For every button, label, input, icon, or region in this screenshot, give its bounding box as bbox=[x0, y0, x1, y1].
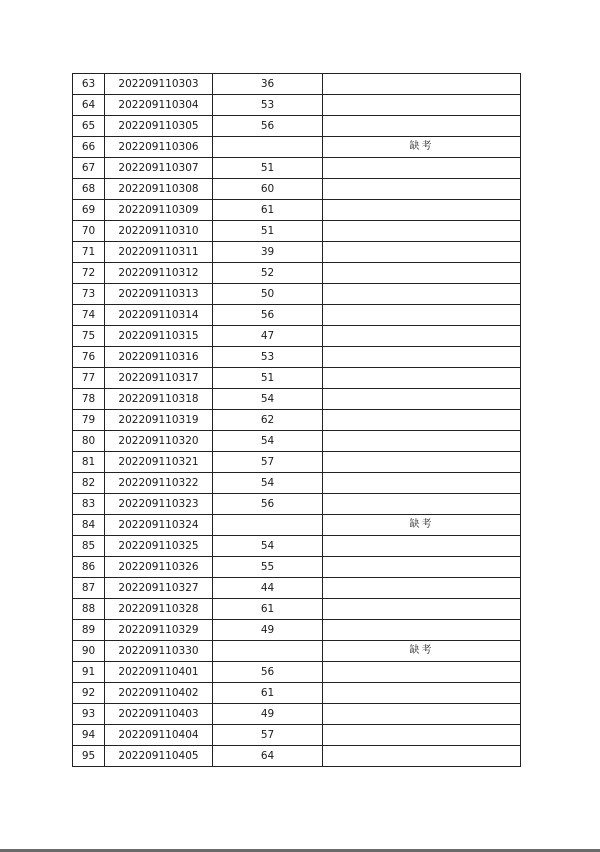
score-cell: 62 bbox=[213, 410, 323, 431]
remark-cell bbox=[323, 578, 521, 599]
remark-cell bbox=[323, 557, 521, 578]
row-number-cell: 68 bbox=[73, 179, 105, 200]
candidate-id-cell: 202209110307 bbox=[105, 158, 213, 179]
candidate-id-cell: 202209110328 bbox=[105, 599, 213, 620]
candidate-id-cell: 202209110404 bbox=[105, 725, 213, 746]
score-cell: 64 bbox=[213, 746, 323, 767]
row-number-cell: 83 bbox=[73, 494, 105, 515]
candidate-id-cell: 202209110324 bbox=[105, 515, 213, 536]
score-cell: 55 bbox=[213, 557, 323, 578]
remark-cell bbox=[323, 725, 521, 746]
remark-cell bbox=[323, 662, 521, 683]
candidate-id-cell: 202209110326 bbox=[105, 557, 213, 578]
table-row bbox=[73, 578, 521, 599]
candidate-id-cell: 202209110318 bbox=[105, 389, 213, 410]
candidate-id-cell: 202209110319 bbox=[105, 410, 213, 431]
row-number-cell: 65 bbox=[73, 116, 105, 137]
row-number-cell: 79 bbox=[73, 410, 105, 431]
candidate-id-cell: 202209110316 bbox=[105, 347, 213, 368]
row-number-cell: 70 bbox=[73, 221, 105, 242]
candidate-id-cell: 202209110305 bbox=[105, 116, 213, 137]
candidate-id-cell: 202209110308 bbox=[105, 179, 213, 200]
table-row bbox=[73, 305, 521, 326]
row-number-cell: 89 bbox=[73, 620, 105, 641]
remark-cell bbox=[323, 599, 521, 620]
remark-cell bbox=[323, 305, 521, 326]
score-cell: 61 bbox=[213, 599, 323, 620]
row-number-cell: 69 bbox=[73, 200, 105, 221]
row-number-cell: 82 bbox=[73, 473, 105, 494]
score-cell: 51 bbox=[213, 221, 323, 242]
score-cell: 54 bbox=[213, 389, 323, 410]
candidate-id-cell: 202209110312 bbox=[105, 263, 213, 284]
remark-cell bbox=[323, 95, 521, 116]
candidate-id-cell: 202209110313 bbox=[105, 284, 213, 305]
candidate-id-cell: 202209110320 bbox=[105, 431, 213, 452]
remark-cell bbox=[323, 347, 521, 368]
row-number-cell: 75 bbox=[73, 326, 105, 347]
score-cell: 51 bbox=[213, 368, 323, 389]
score-cell: 61 bbox=[213, 200, 323, 221]
remark-cell bbox=[323, 746, 521, 767]
remark-cell bbox=[323, 74, 521, 95]
table-row bbox=[73, 179, 521, 200]
score-cell: 52 bbox=[213, 263, 323, 284]
table-row bbox=[73, 683, 521, 704]
row-number-cell: 73 bbox=[73, 284, 105, 305]
table-row bbox=[73, 494, 521, 515]
score-cell: 44 bbox=[213, 578, 323, 599]
remark-cell bbox=[323, 683, 521, 704]
remark-cell bbox=[323, 431, 521, 452]
row-number-cell: 94 bbox=[73, 725, 105, 746]
remark-cell bbox=[323, 284, 521, 305]
remark-cell bbox=[323, 242, 521, 263]
score-table bbox=[72, 73, 521, 767]
table-row bbox=[73, 515, 521, 536]
table-row bbox=[73, 725, 521, 746]
score-cell: 54 bbox=[213, 431, 323, 452]
row-number-cell: 67 bbox=[73, 158, 105, 179]
table-row bbox=[73, 620, 521, 641]
row-number-cell: 95 bbox=[73, 746, 105, 767]
candidate-id-cell: 202209110323 bbox=[105, 494, 213, 515]
row-number-cell: 72 bbox=[73, 263, 105, 284]
candidate-id-cell: 202209110303 bbox=[105, 74, 213, 95]
row-number-cell: 80 bbox=[73, 431, 105, 452]
remark-cell bbox=[323, 410, 521, 431]
row-number-cell: 64 bbox=[73, 95, 105, 116]
score-cell: 56 bbox=[213, 494, 323, 515]
candidate-id-cell: 202209110329 bbox=[105, 620, 213, 641]
score-cell: 56 bbox=[213, 662, 323, 683]
score-cell bbox=[213, 641, 323, 662]
table-row bbox=[73, 158, 521, 179]
score-cell: 49 bbox=[213, 620, 323, 641]
candidate-id-cell: 202209110310 bbox=[105, 221, 213, 242]
table-row bbox=[73, 368, 521, 389]
remark-cell bbox=[323, 263, 521, 284]
table-row bbox=[73, 74, 521, 95]
row-number-cell: 63 bbox=[73, 74, 105, 95]
table-row bbox=[73, 536, 521, 557]
candidate-id-cell: 202209110306 bbox=[105, 137, 213, 158]
candidate-id-cell: 202209110405 bbox=[105, 746, 213, 767]
remark-cell bbox=[323, 536, 521, 557]
score-cell: 47 bbox=[213, 326, 323, 347]
score-cell bbox=[213, 515, 323, 536]
score-cell: 39 bbox=[213, 242, 323, 263]
row-number-cell: 76 bbox=[73, 347, 105, 368]
candidate-id-cell: 202209110403 bbox=[105, 704, 213, 725]
score-cell: 54 bbox=[213, 473, 323, 494]
score-cell: 60 bbox=[213, 179, 323, 200]
table-row bbox=[73, 599, 521, 620]
candidate-id-cell: 202209110325 bbox=[105, 536, 213, 557]
candidate-id-cell: 202209110402 bbox=[105, 683, 213, 704]
candidate-id-cell: 202209110311 bbox=[105, 242, 213, 263]
row-number-cell: 66 bbox=[73, 137, 105, 158]
table-row bbox=[73, 452, 521, 473]
score-cell: 56 bbox=[213, 305, 323, 326]
score-cell: 54 bbox=[213, 536, 323, 557]
row-number-cell: 84 bbox=[73, 515, 105, 536]
table-row bbox=[73, 116, 521, 137]
remark-cell bbox=[323, 116, 521, 137]
candidate-id-cell: 202209110315 bbox=[105, 326, 213, 347]
score-cell: 53 bbox=[213, 347, 323, 368]
table-row bbox=[73, 704, 521, 725]
score-cell: 61 bbox=[213, 683, 323, 704]
remark-cell bbox=[323, 494, 521, 515]
score-cell: 49 bbox=[213, 704, 323, 725]
row-number-cell: 81 bbox=[73, 452, 105, 473]
row-number-cell: 85 bbox=[73, 536, 105, 557]
table-row bbox=[73, 557, 521, 578]
table-row bbox=[73, 662, 521, 683]
table-row bbox=[73, 326, 521, 347]
candidate-id-cell: 202209110330 bbox=[105, 641, 213, 662]
row-number-cell: 93 bbox=[73, 704, 105, 725]
candidate-id-cell: 202209110309 bbox=[105, 200, 213, 221]
row-number-cell: 91 bbox=[73, 662, 105, 683]
row-number-cell: 92 bbox=[73, 683, 105, 704]
score-cell: 51 bbox=[213, 158, 323, 179]
table-row bbox=[73, 200, 521, 221]
table-row bbox=[73, 347, 521, 368]
remark-cell bbox=[323, 620, 521, 641]
remark-cell bbox=[323, 158, 521, 179]
remark-cell: 缺考 bbox=[323, 137, 521, 158]
score-cell: 53 bbox=[213, 95, 323, 116]
row-number-cell: 77 bbox=[73, 368, 105, 389]
remark-cell bbox=[323, 473, 521, 494]
remark-cell bbox=[323, 389, 521, 410]
remark-cell bbox=[323, 452, 521, 473]
remark-cell bbox=[323, 368, 521, 389]
score-table-body bbox=[73, 74, 521, 767]
table-row bbox=[73, 95, 521, 116]
row-number-cell: 71 bbox=[73, 242, 105, 263]
table-row bbox=[73, 410, 521, 431]
candidate-id-cell: 202209110401 bbox=[105, 662, 213, 683]
candidate-id-cell: 202209110322 bbox=[105, 473, 213, 494]
candidate-id-cell: 202209110321 bbox=[105, 452, 213, 473]
remark-cell bbox=[323, 704, 521, 725]
remark-cell bbox=[323, 326, 521, 347]
row-number-cell: 78 bbox=[73, 389, 105, 410]
row-number-cell: 87 bbox=[73, 578, 105, 599]
candidate-id-cell: 202209110314 bbox=[105, 305, 213, 326]
table-row bbox=[73, 221, 521, 242]
candidate-id-cell: 202209110304 bbox=[105, 95, 213, 116]
table-row bbox=[73, 263, 521, 284]
score-cell: 57 bbox=[213, 452, 323, 473]
row-number-cell: 88 bbox=[73, 599, 105, 620]
candidate-id-cell: 202209110317 bbox=[105, 368, 213, 389]
remark-cell bbox=[323, 221, 521, 242]
remark-cell bbox=[323, 200, 521, 221]
score-cell: 50 bbox=[213, 284, 323, 305]
table-row bbox=[73, 389, 521, 410]
score-cell bbox=[213, 137, 323, 158]
candidate-id-cell: 202209110327 bbox=[105, 578, 213, 599]
score-cell: 56 bbox=[213, 116, 323, 137]
remark-cell: 缺考 bbox=[323, 515, 521, 536]
table-row bbox=[73, 284, 521, 305]
table-row bbox=[73, 431, 521, 452]
score-cell: 57 bbox=[213, 725, 323, 746]
score-cell: 36 bbox=[213, 74, 323, 95]
row-number-cell: 74 bbox=[73, 305, 105, 326]
table-row bbox=[73, 746, 521, 767]
row-number-cell: 90 bbox=[73, 641, 105, 662]
table-row bbox=[73, 473, 521, 494]
row-number-cell: 86 bbox=[73, 557, 105, 578]
table-row bbox=[73, 641, 521, 662]
table-row bbox=[73, 242, 521, 263]
table-row bbox=[73, 137, 521, 158]
remark-cell bbox=[323, 179, 521, 200]
remark-cell: 缺考 bbox=[323, 641, 521, 662]
